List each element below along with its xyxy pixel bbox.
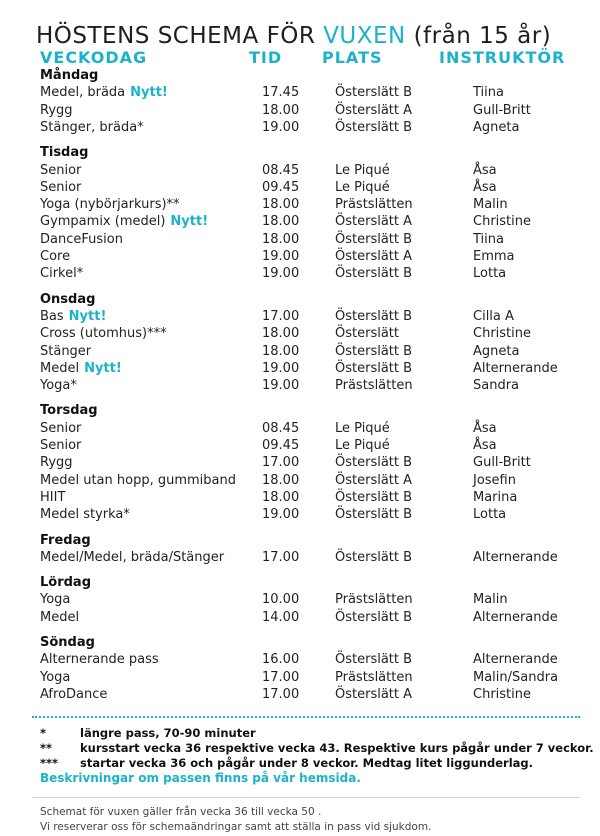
place-cell: Prästslätten [335, 669, 413, 685]
dotted-divider [32, 716, 580, 718]
time-cell: 19.00 [262, 249, 300, 264]
page-title [36, 23, 551, 49]
place-cell: Österslätt B [335, 308, 413, 324]
place-cell: Le Piqué [335, 162, 390, 178]
activity-cell [40, 507, 130, 522]
activity-name: Cirkel* [40, 266, 84, 282]
activity-name: Yoga (nybörjarkurs)** [40, 197, 180, 213]
place-cell: Österslätt B [335, 455, 413, 471]
place-cell: Österslätt B [335, 119, 413, 135]
note-mark: ** [40, 741, 53, 755]
instructor-cell: Malin [473, 197, 508, 213]
place-cell: Österslätt B [335, 360, 413, 376]
instructor-cell: Åsa [473, 420, 497, 436]
note-text: längre pass, 70-90 minuter [80, 726, 256, 740]
activity-cell [40, 180, 81, 195]
website-note: Beskrivningar om passen finns på vår hemsida. [40, 771, 361, 785]
table-row [0, 326, 600, 343]
place-cell: Österslätt B [335, 549, 413, 565]
table-row [0, 266, 600, 283]
instructor-cell: Alternerande [473, 652, 558, 668]
activity-name: Core [40, 249, 71, 264]
instructor-cell: Agneta [473, 119, 520, 135]
table-row [0, 592, 600, 609]
place-cell: Österslätt A [335, 249, 413, 264]
activity-cell [40, 652, 159, 667]
instructor-cell: Christine [473, 326, 531, 342]
time-cell: 08.45 [262, 162, 300, 178]
place-cell: Prästslätten [335, 378, 413, 394]
day-heading: Lördag [40, 575, 92, 591]
time-cell: 17.00 [262, 686, 300, 702]
activity-name: Medel, bräda [40, 85, 126, 101]
footer-line-2: Vi reserverar oss för schemaändringar samt att ställa in pass vid sjukdom. [40, 821, 432, 833]
activity-name: Medel styrka* [40, 507, 130, 523]
instructor-cell: Tiina [473, 85, 504, 101]
table-row [0, 249, 600, 266]
instructor-cell: Malin/Sandra [473, 669, 559, 685]
place-cell: Österslätt A [335, 214, 413, 230]
table-row [0, 378, 600, 395]
day-heading: Tisdag [40, 145, 89, 161]
instructor-cell: Lotta [473, 266, 507, 282]
activity-name: Stänger [40, 343, 92, 359]
activity-name: DanceFusion [40, 231, 123, 247]
instructor-cell: Gull-Britt [473, 102, 531, 118]
table-row [0, 455, 600, 472]
table-row [0, 344, 600, 361]
activity-cell [40, 421, 81, 436]
table-row [0, 507, 600, 524]
table-row [0, 197, 600, 214]
activity-name: Cross (utomhus)*** [40, 326, 167, 342]
table-row [0, 163, 600, 180]
title-accent: VUXEN [323, 23, 406, 50]
time-cell: 18.00 [262, 343, 300, 359]
new-badge: Nytt! [84, 360, 122, 376]
activity-cell [40, 214, 208, 229]
day-heading: Onsdag [40, 291, 96, 307]
time-cell: 18.00 [262, 214, 300, 230]
place-cell: Österslätt A [335, 686, 413, 702]
instructor-cell: Alternerande [473, 360, 558, 376]
activity-cell [40, 550, 224, 565]
activity-cell [40, 163, 81, 178]
place-cell: Österslätt B [335, 231, 413, 247]
instructor-cell: Gull-Britt [473, 455, 531, 471]
place-cell: Österslätt B [335, 489, 413, 505]
table-row [0, 473, 600, 490]
table-row [0, 550, 600, 567]
activity-name: Alternerande pass [40, 652, 159, 668]
time-cell: 09.45 [262, 179, 300, 195]
note-text: kursstart vecka 36 respektive vecka 43. Respektive kurs pågår under 7 veckor. [80, 741, 594, 755]
time-cell: 17.45 [262, 85, 300, 101]
instructor-cell: Alternerande [473, 609, 558, 625]
instructor-cell: Emma [473, 249, 515, 264]
activity-cell [40, 455, 73, 470]
column-header-place: PLATS [322, 48, 383, 67]
time-cell: 18.00 [262, 231, 300, 247]
activity-cell [40, 103, 73, 118]
table-row [0, 85, 600, 102]
place-cell: Prästslätten [335, 592, 413, 608]
column-header-instructor: INSTRUKTÖR [439, 48, 566, 67]
place-cell: Österslätt B [335, 609, 413, 625]
note-mark: * [40, 726, 47, 740]
activity-cell [40, 266, 83, 281]
activity-cell [40, 232, 123, 247]
activity-cell [40, 670, 70, 685]
table-row [0, 232, 600, 249]
new-badge: Nytt! [130, 85, 168, 101]
activity-name: Rygg [40, 102, 73, 118]
instructor-cell: Agneta [473, 343, 520, 359]
place-cell: Prästslätten [335, 197, 413, 213]
day-heading: Söndag [40, 635, 95, 650]
place-cell: Le Piqué [335, 179, 390, 195]
table-row [0, 438, 600, 455]
new-badge: Nytt! [68, 308, 107, 324]
place-cell: Le Piqué [335, 420, 390, 436]
place-cell: Österslätt B [335, 507, 413, 523]
instructor-cell: Cilla A [473, 308, 514, 324]
table-row [0, 214, 600, 231]
time-cell: 18.00 [262, 197, 300, 213]
title-main: HÖSTENS SCHEMA FÖR [36, 23, 316, 50]
time-cell: 19.00 [262, 507, 300, 523]
day-heading: Fredag [40, 532, 91, 548]
time-cell: 18.00 [262, 489, 300, 505]
activity-cell [40, 85, 168, 100]
instructor-cell: Åsa [473, 162, 497, 178]
instructor-cell: Åsa [473, 179, 497, 195]
table-row [0, 180, 600, 197]
activity-cell [40, 592, 70, 607]
table-row [0, 421, 600, 438]
activity-name: Stänger, bräda* [40, 119, 144, 135]
activity-name: Rygg [40, 455, 73, 471]
place-cell: Österslätt B [335, 85, 413, 101]
place-cell: Österslätt A [335, 102, 413, 118]
activity-name: Senior [40, 162, 82, 178]
time-cell: 17.00 [262, 669, 300, 685]
table-row [0, 490, 600, 507]
time-cell: 19.00 [262, 266, 300, 282]
table-row [0, 670, 600, 687]
activity-cell [40, 120, 144, 135]
instructor-cell: Lotta [473, 507, 507, 523]
activity-name: HIIT [40, 489, 66, 505]
activity-name: AfroDance [40, 686, 108, 702]
place-cell: Österslätt B [335, 343, 413, 359]
place-cell: Le Piqué [335, 438, 390, 453]
activity-name: Bas [40, 308, 64, 324]
time-cell: 17.00 [262, 455, 300, 471]
table-row [0, 687, 600, 704]
activity-name: Yoga* [40, 378, 77, 394]
activity-name: Senior [40, 420, 82, 436]
table-row [0, 610, 600, 627]
activity-name: Yoga [40, 669, 71, 685]
table-row [0, 103, 600, 120]
note-text: startar vecka 36 och pågår under 8 veckor. Medtag litet liggunderlag. [80, 756, 534, 770]
instructor-cell: Christine [473, 214, 531, 230]
column-header-time: TID [249, 48, 283, 67]
footer-divider [32, 797, 580, 798]
time-cell: 19.00 [262, 360, 300, 376]
note-mark: *** [40, 756, 59, 770]
activity-name: Gympamix (medel) [40, 214, 166, 230]
time-cell: 16.00 [262, 652, 300, 668]
activity-name: Senior [40, 179, 82, 195]
activity-name: Medel/Medel, bräda/Stänger [40, 549, 225, 565]
activity-cell [40, 473, 236, 488]
place-cell: Österslätt [335, 326, 399, 342]
activity-cell [40, 344, 91, 359]
day-heading: Torsdag [40, 403, 98, 419]
activity-cell [40, 309, 106, 324]
time-cell: 17.00 [262, 549, 300, 565]
instructor-cell: Alternerande [473, 549, 558, 565]
time-cell: 14.00 [262, 609, 300, 625]
activity-name: Medel [40, 609, 80, 625]
time-cell: 09.45 [262, 438, 300, 453]
table-row [0, 309, 600, 326]
time-cell: 19.00 [262, 378, 300, 394]
time-cell: 10.00 [262, 592, 300, 608]
instructor-cell: Åsa [473, 438, 497, 453]
time-cell: 18.00 [262, 472, 300, 488]
table-row [0, 652, 600, 669]
activity-cell [40, 378, 77, 393]
activity-cell [40, 490, 65, 505]
activity-cell [40, 326, 167, 341]
footer-line-1: Schemat för vuxen gäller från vecka 36 till vecka 50 . [40, 806, 322, 818]
place-cell: Österslätt B [335, 652, 413, 668]
title-suffix: (från 15 år) [413, 23, 552, 50]
instructor-cell: Marina [473, 489, 518, 505]
activity-cell [40, 361, 122, 376]
place-cell: Österslätt A [335, 472, 413, 488]
instructor-cell: Christine [473, 686, 531, 702]
activity-cell [40, 249, 70, 264]
activity-cell [40, 438, 81, 453]
activity-cell [40, 197, 180, 212]
time-cell: 19.00 [262, 119, 300, 135]
new-badge: Nytt! [170, 214, 209, 230]
activity-name: Medel [40, 360, 80, 376]
day-heading: Måndag [40, 68, 99, 83]
table-row [0, 361, 600, 378]
instructor-cell: Tiina [473, 231, 504, 247]
activity-name: Medel utan hopp, gummiband [40, 472, 236, 488]
activity-name: Yoga [40, 592, 71, 608]
time-cell: 08.45 [262, 420, 300, 436]
time-cell: 18.00 [262, 102, 300, 118]
time-cell: 18.00 [262, 326, 300, 342]
activity-cell [40, 610, 79, 625]
table-row [0, 120, 600, 137]
activity-name: Senior [40, 438, 82, 453]
column-header-day: VECKODAG [40, 48, 148, 67]
instructor-cell: Malin [473, 592, 508, 608]
place-cell: Österslätt B [335, 266, 413, 282]
time-cell: 17.00 [262, 308, 300, 324]
instructor-cell: Josefin [473, 472, 516, 488]
activity-cell [40, 687, 107, 702]
instructor-cell: Sandra [473, 378, 520, 394]
